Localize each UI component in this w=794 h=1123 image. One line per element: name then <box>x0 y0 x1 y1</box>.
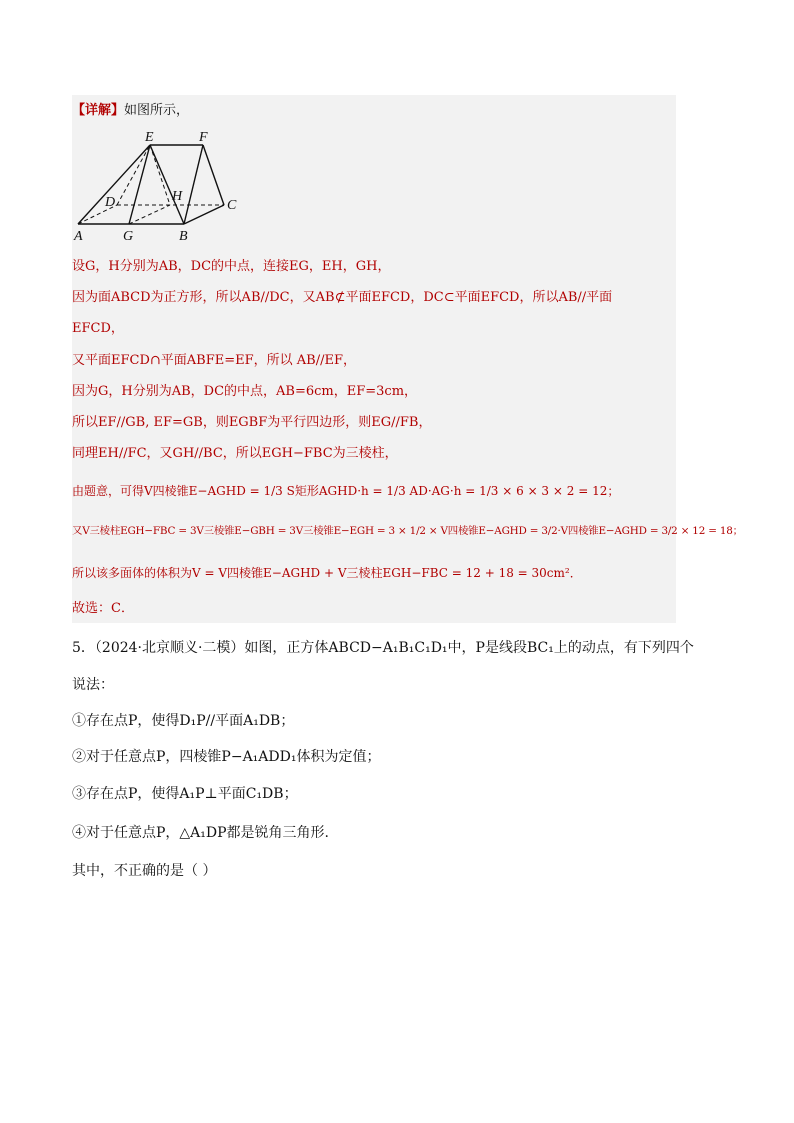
solution-intro <box>72 102 189 120</box>
solution-line-5: 因为G，H分别为AB，DC的中点，AB=6cm，EF=3cm， <box>72 384 418 399</box>
solution-line-9: 又V三棱柱EGH−FBC = 3V三棱锥E−GBH = 3V三棱锥E−EGH = 3 × 1/2 × V四棱锥E−AGHD = 3/2·V四棱锥E−AGHD = 3/2 × 12 = 18； <box>72 525 743 537</box>
figure-label-C: C <box>227 198 237 213</box>
solution-line-1: 设G，H分别为AB，DC的中点，连接EG，EH，GH， <box>72 259 391 274</box>
question-option-1: ①存在点P，使得D₁P//平面A₁DB； <box>72 713 295 729</box>
figure-label-G: G <box>123 229 134 244</box>
figure-label-H: H <box>172 189 183 204</box>
solution-line-2: 因为面ABCD为正方形，所以AB//DC，又AB⊄平面EFCD，DC⊂平面EFCD，所以AB//平面 <box>72 290 613 305</box>
solution-line-11: 故选：C． <box>72 601 134 616</box>
question-option-3: ③存在点P，使得A₁P⊥平面C₁DB； <box>72 786 298 802</box>
solution-line-3: EFCD， <box>72 321 124 336</box>
question-option-2: ②对于任意点P，四棱锥P−A₁ADD₁体积为定值； <box>72 749 381 765</box>
figure-label-A: A <box>74 229 83 244</box>
figure-label-E: E <box>145 130 154 145</box>
polyhedron-figure <box>72 128 252 246</box>
figure-label-F: F <box>199 130 208 145</box>
solution-intro-text: 如图所示， <box>124 103 190 118</box>
figure-label-B: B <box>179 229 188 244</box>
solution-line-10: 所以该多面体的体积为V = V四棱锥E−AGHD + V三棱柱EGH−FBC = 12 + 18 = 30cm²． <box>72 566 582 580</box>
solution-line-6: 所以EF//GB, EF=GB，则EGBF为平行四边形，则EG//FB， <box>72 415 432 430</box>
solution-tag: 【详解】 <box>72 103 125 118</box>
figure-label-D: D <box>105 195 116 210</box>
question-ask: 其中，不正确的是（ ） <box>72 863 217 879</box>
question-stem-cont: 说法： <box>72 677 114 693</box>
solution-line-4: 又平面EFCD∩平面ABFE=EF，所以 AB//EF， <box>72 353 356 368</box>
solution-line-8: 由题意，可得V四棱锥E−AGHD = 1/3 S矩形AGHD·h = 1/3 AD·AG·h = 1/3 × 6 × 3 × 2 = 12； <box>72 484 620 498</box>
solution-line-7: 同理EH//FC，又GH//BC，所以EGH−FBC为三棱柱， <box>72 446 398 461</box>
question-stem: 5．（2024·北京顺义·二模）如图，正方体ABCD−A₁B₁C₁D₁中，P是线段BC₁上的动点，有下列四个 <box>72 640 694 656</box>
question-option-4: ④对于任意点P，△A₁DP都是锐角三角形. <box>72 825 330 841</box>
